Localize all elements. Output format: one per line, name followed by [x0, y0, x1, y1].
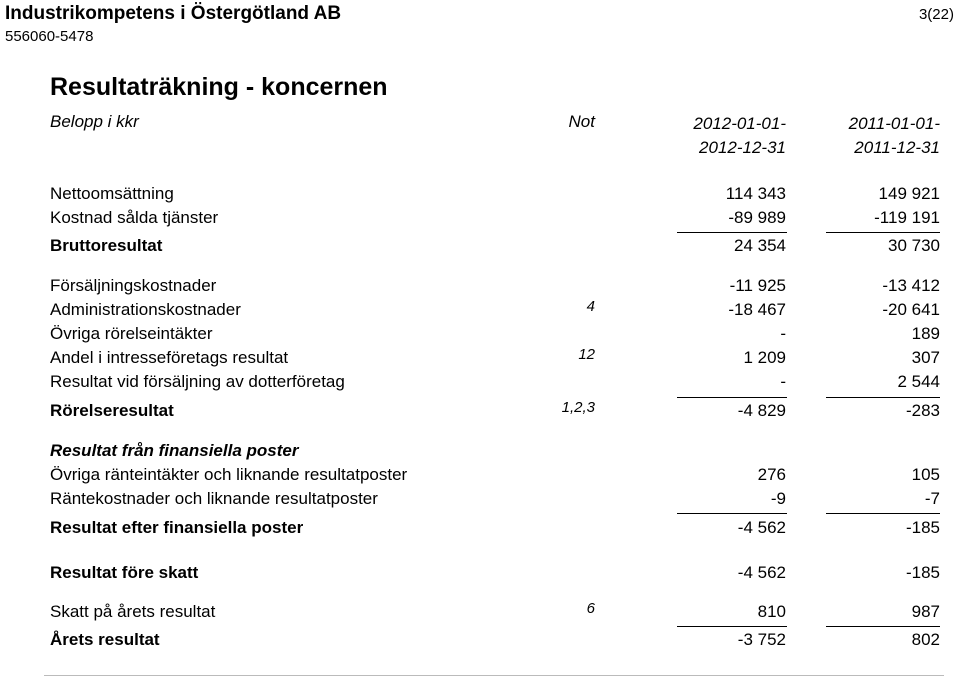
row-label: Försäljningskostnader [50, 276, 217, 295]
page-number: 3(22) [918, 6, 954, 23]
subtotal-rule [826, 513, 940, 514]
table-row [0, 184, 960, 208]
row-note: 1,2,3 [561, 399, 595, 416]
table-row [0, 300, 960, 324]
subtotal-rule [826, 397, 940, 398]
column-header-label: Belopp i kkr [50, 112, 139, 131]
table-row [0, 208, 960, 232]
company-name: Industrikompetens i Östergötland AB [5, 3, 342, 24]
row-value-2011: 149 921 [878, 184, 940, 203]
table-row-subtotal [0, 236, 960, 260]
row-value-2012: 114 343 [725, 184, 786, 203]
row-label: Resultat före skatt [50, 563, 199, 582]
subtotal-rule [677, 626, 787, 627]
subtotal-rule [677, 513, 787, 514]
row-label: Årets resultat [50, 630, 160, 649]
row-value-2012: -4 562 [737, 563, 786, 582]
table-row-total [0, 630, 960, 654]
row-value-2012: -9 [770, 489, 786, 508]
period-2011-end: 2011-12-31 [854, 138, 940, 157]
row-label: Räntekostnader och liknande resultatposter [50, 489, 378, 508]
row-value-2012: -18 467 [728, 300, 786, 319]
row-value-2011: -119 191 [874, 208, 940, 227]
row-value-2012: -3 752 [737, 630, 786, 649]
row-label: Resultat efter finansiella poster [50, 518, 304, 537]
row-label: Kostnad sålda tjänster [50, 208, 219, 227]
row-label: Skatt på årets resultat [50, 602, 216, 621]
row-label: Rörelseresultat [50, 401, 174, 420]
section-heading [0, 441, 960, 465]
table-row [0, 348, 960, 372]
row-value-2011: 105 [911, 465, 940, 484]
row-value-2011: 307 [911, 348, 940, 367]
row-value-2011: 189 [911, 324, 940, 343]
table-row-subtotal [0, 563, 960, 587]
row-label: Andel i intresseföretags resultat [50, 348, 289, 367]
subtotal-rule [826, 232, 940, 233]
column-header-note: Not [568, 112, 595, 131]
row-value-2012: 1 209 [743, 348, 786, 367]
column-header-period-2011 [800, 112, 940, 160]
table-row [0, 465, 960, 489]
row-value-2012: 810 [757, 602, 786, 621]
row-value-2012: -4 829 [737, 401, 786, 420]
period-2012-end: 2012-12-31 [699, 138, 786, 157]
row-label: Nettoomsättning [50, 184, 174, 203]
table-row [0, 276, 960, 300]
subtotal-rule [826, 626, 940, 627]
table-row [0, 489, 960, 513]
column-header-period-2012 [640, 112, 786, 160]
row-value-2011: -283 [905, 401, 940, 420]
subtotal-rule [677, 397, 787, 398]
row-value-2011: -13 412 [882, 276, 940, 295]
row-value-2012: - [780, 324, 786, 343]
table-row-subtotal [0, 518, 960, 542]
table-row-subtotal [0, 401, 960, 425]
row-note: 12 [578, 346, 595, 363]
row-label: Bruttoresultat [50, 236, 163, 255]
row-label: Administrationskostnader [50, 300, 241, 319]
row-label: Övriga rörelseintäkter [50, 324, 213, 343]
row-value-2012: -89 989 [728, 208, 786, 227]
row-value-2011: -7 [924, 489, 940, 508]
row-value-2011: -185 [905, 563, 940, 582]
page-title: Resultaträkning - koncernen [50, 73, 388, 101]
row-value-2012: -11 925 [729, 276, 786, 295]
row-label: Resultat från finansiella poster [50, 441, 299, 460]
row-value-2012: - [780, 372, 786, 391]
period-2011-start: 2011-01-01- [848, 114, 940, 133]
row-value-2011: 30 730 [888, 236, 940, 255]
period-2012-start: 2012-01-01- [693, 114, 786, 133]
row-value-2011: 802 [911, 630, 940, 649]
row-label: Övriga ränteintäkter och liknande resultatposter [50, 465, 408, 484]
row-value-2012: 24 354 [734, 236, 786, 255]
row-value-2012: -4 562 [737, 518, 786, 537]
row-value-2011: -185 [905, 518, 940, 537]
row-note: 6 [586, 600, 595, 617]
subtotal-rule [677, 232, 787, 233]
row-value-2012: 276 [757, 465, 786, 484]
row-value-2011: 987 [911, 602, 940, 621]
page-bottom-divider [44, 675, 944, 676]
organization-number: 556060-5478 [5, 28, 94, 45]
row-label: Resultat vid försäljning av dotterföretag [50, 372, 345, 391]
row-note: 4 [586, 298, 595, 315]
table-row [0, 372, 960, 396]
table-row [0, 324, 960, 348]
row-value-2011: 2 544 [897, 372, 940, 391]
row-value-2011: -20 641 [882, 300, 940, 319]
table-row [0, 602, 960, 626]
